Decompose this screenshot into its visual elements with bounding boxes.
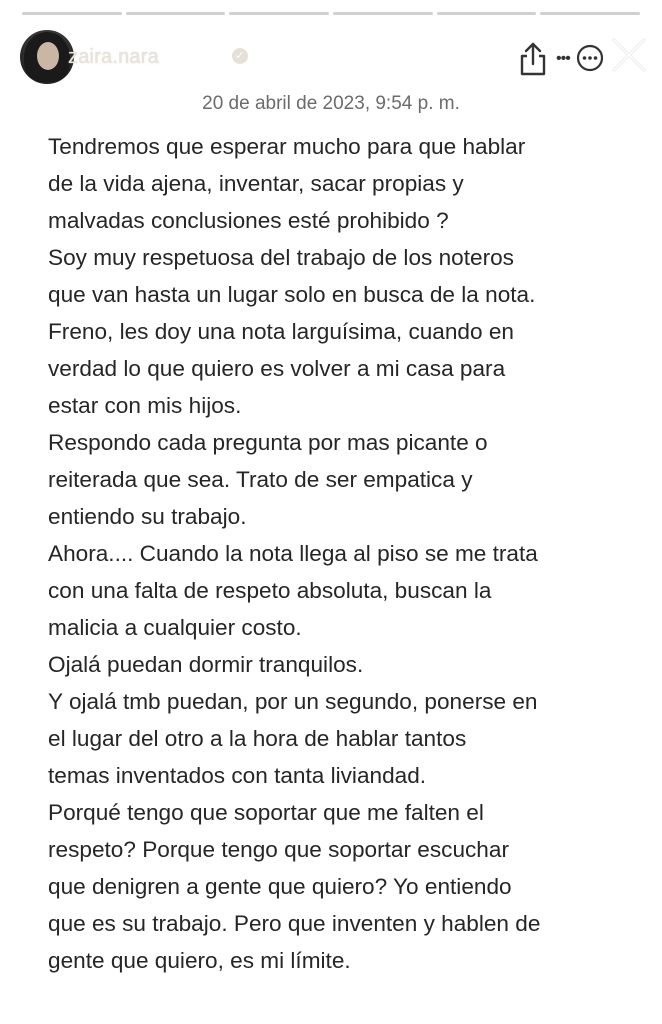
options-icon[interactable]: [576, 44, 604, 72]
progress-segment: [22, 12, 122, 15]
note-line: temas inventados con tanta liviandad.: [48, 763, 427, 788]
avatar[interactable]: [20, 30, 74, 84]
progress-segment: [437, 12, 537, 15]
note-line: con una falta de respeto absoluta, buscan la: [48, 578, 492, 603]
note-line: reiterada que sea. Trato de ser empatica y: [48, 467, 473, 492]
note-line: Ojalá puedan dormir tranquilos.: [48, 652, 364, 677]
note-line: de la vida ajena, inventar, sacar propias y: [48, 171, 464, 196]
note-line: malvadas conclusiones esté prohibido ?: [48, 208, 449, 233]
note-line: Freno, les doy una nota larguísima, cuando en: [48, 319, 514, 344]
progress-segment: [540, 12, 640, 15]
note-line: que denigren a gente que quiero? Yo entiendo: [48, 874, 512, 899]
note-line: que van hasta un lugar solo en busca de la nota.: [48, 282, 536, 307]
note-line: respeto? Porque tengo que soportar escuchar: [48, 837, 509, 862]
note-line: Respondo cada pregunta por mas picante o: [48, 430, 488, 455]
note-date: 20 de abril de 2023, 9:54 p. m.: [202, 93, 460, 114]
note-line: que es su trabajo. Pero que inventen y hablen de: [48, 911, 541, 936]
username[interactable]: zaira.nara: [68, 46, 159, 68]
progress-segment: [333, 12, 433, 15]
note-line: entiendo su trabajo.: [48, 504, 247, 529]
note-line: el lugar del otro a la hora de hablar tantos: [48, 726, 467, 751]
progress-segment: [229, 12, 329, 15]
note-body: [48, 128, 640, 979]
note-line: Soy muy respetuosa del trabajo de los noteros: [48, 245, 514, 270]
share-icon[interactable]: [516, 40, 550, 78]
note-line: Ahora.... Cuando la nota llega al piso se me trata: [48, 541, 538, 566]
note-line: estar con mis hijos.: [48, 393, 242, 418]
note-line: Porqué tengo que soportar que me falten el: [48, 800, 484, 825]
note-line: Y ojalá tmb puedan, por un segundo, ponerse en: [48, 689, 538, 714]
story-progress-bars: [22, 12, 640, 15]
note-line: malicia a cualquier costo.: [48, 615, 302, 640]
story-header: [20, 28, 652, 90]
avatar-face: [37, 42, 59, 70]
note-line: gente que quiero, es mi límite.: [48, 948, 351, 973]
note-line: Tendremos que esperar mucho para que hablar: [48, 134, 526, 159]
verified-icon: ✓: [232, 48, 248, 64]
note-line: verdad lo que quiero es volver a mi casa para: [48, 356, 506, 381]
progress-segment: [126, 12, 226, 15]
more-dots-icon[interactable]: •••: [556, 50, 570, 67]
close-icon[interactable]: [610, 36, 648, 74]
